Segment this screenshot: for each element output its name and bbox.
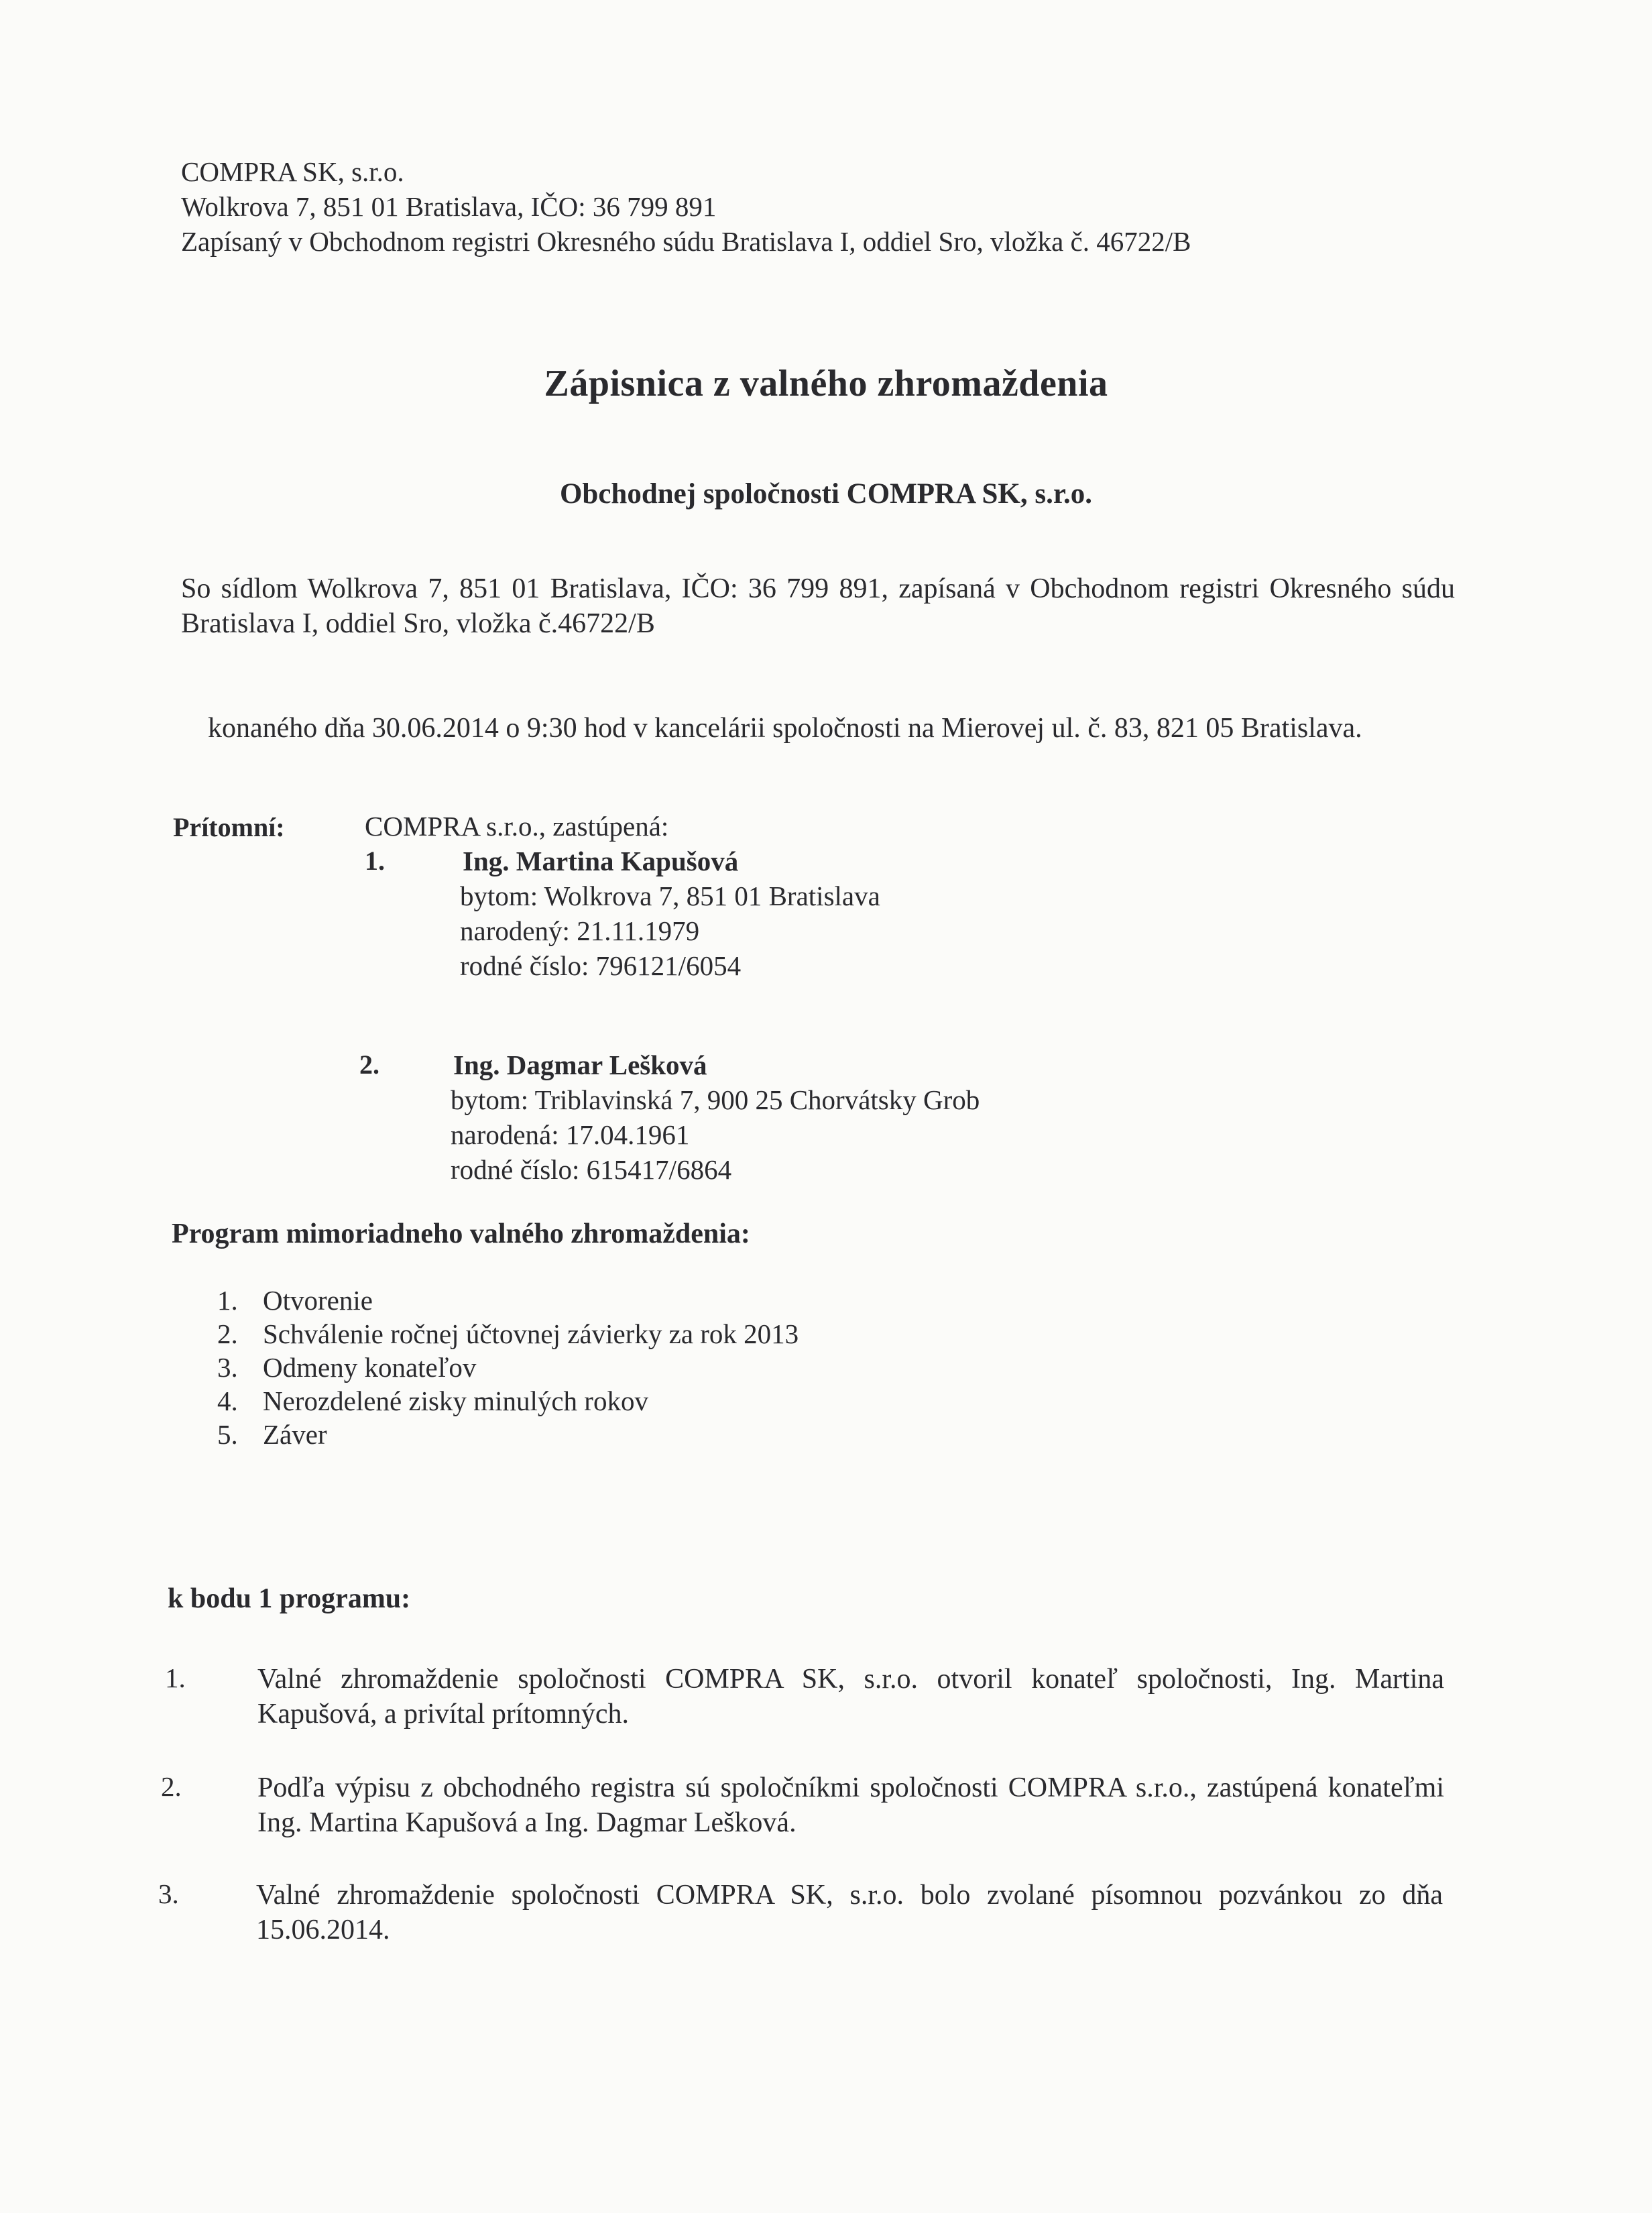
agenda-item-text: Schválenie ročnej účtovnej závierky za rok 2013 [263, 1318, 799, 1349]
person-born: narodený: 21.11.1979 [460, 915, 700, 946]
paragraph-number: 1. [165, 1662, 186, 1693]
person-birth-number: rodné číslo: 615417/6864 [451, 1154, 732, 1185]
paragraph-number: 2. [161, 1771, 182, 1802]
person-number: 2. [359, 1049, 379, 1080]
agenda-item-number: 1. [217, 1285, 238, 1316]
seat-paragraph: So sídlom Wolkrova 7, 851 01 Bratislava, IČO: 36 799 891, zapísaná v Obchodnom registri Okresného súdu Bratislava I, oddiel Sro, vložka č.46722/B [181, 573, 1455, 639]
agenda-item-number: 2. [217, 1318, 238, 1349]
agenda-item [217, 1418, 799, 1451]
company-name: COMPRA SK, s.r.o. [181, 156, 404, 187]
person-born: narodená: 17.04.1961 [451, 1119, 690, 1150]
agenda-item [217, 1317, 799, 1351]
agenda-title: Program mimoriadneho valného zhromaždenia: [172, 1218, 750, 1249]
paragraph-text: Valné zhromaždenie spoločnosti COMPRA SK, s.r.o. bolo zvolané písomnou pozvánkou zo dňa 15.06.2014. [256, 1880, 1443, 1945]
agenda-item [217, 1384, 799, 1418]
agenda-item-text: Nerozdelené zisky minulých rokov [263, 1385, 648, 1416]
point1-title: k bodu 1 programu: [168, 1583, 411, 1614]
agenda-item-text: Odmeny konateľov [263, 1352, 477, 1383]
paragraph-text: Valné zhromaždenie spoločnosti COMPRA SK, s.r.o. otvoril konateľ spoločnosti, Ing. Martina Kapušová, a privítal prítomných. [257, 1664, 1444, 1729]
company-address: Wolkrova 7, 851 01 Bratislava, IČO: 36 799 891 [181, 191, 717, 222]
agenda-list [217, 1284, 799, 1451]
agenda-item-text: Záver [263, 1419, 327, 1450]
document-subtitle: Obchodnej spoločnosti COMPRA SK, s.r.o. [559, 478, 1092, 510]
company-header [181, 154, 1191, 259]
company-registry: Zapísaný v Obchodnom registri Okresného súdu Bratislava I, oddiel Sro, vložka č. 46722/B [181, 226, 1191, 257]
person-name: Ing. Dagmar Lešková [453, 1049, 707, 1080]
present-organization: COMPRA s.r.o., zastúpená: [365, 811, 669, 842]
person-birth-number: rodné číslo: 796121/6054 [460, 950, 742, 981]
document-title: Zápisnica z valného zhromaždenia [544, 363, 1108, 404]
agenda-item-number: 5. [217, 1419, 238, 1450]
agenda-item-number: 4. [217, 1385, 238, 1416]
agenda-item-number: 3. [217, 1352, 238, 1383]
present-label: Prítomní: [173, 812, 285, 842]
person-address: bytom: Wolkrova 7, 851 01 Bratislava [460, 881, 880, 911]
person-address: bytom: Triblavinská 7, 900 25 Chorvátsky Grob [451, 1084, 980, 1115]
agenda-item [217, 1351, 799, 1384]
paragraph-text: Podľa výpisu z obchodného registra sú spoločníkmi spoločnosti COMPRA s.r.o., zastúpená konateľmi Ing. Martina Kapušová a Ing. Dagmar Lešková. [257, 1772, 1444, 1838]
meeting-date-line: konaného dňa 30.06.2014 o 9:30 hod v kancelárii spoločnosti na Mierovej ul. č. 83, 821 05 Bratislava. [208, 713, 1362, 744]
person-name: Ing. Martina Kapušová [463, 846, 739, 876]
agenda-item [217, 1284, 799, 1317]
paragraph-number: 3. [158, 1878, 179, 1909]
agenda-item-text: Otvorenie [263, 1285, 373, 1316]
person-number: 1. [365, 846, 385, 876]
